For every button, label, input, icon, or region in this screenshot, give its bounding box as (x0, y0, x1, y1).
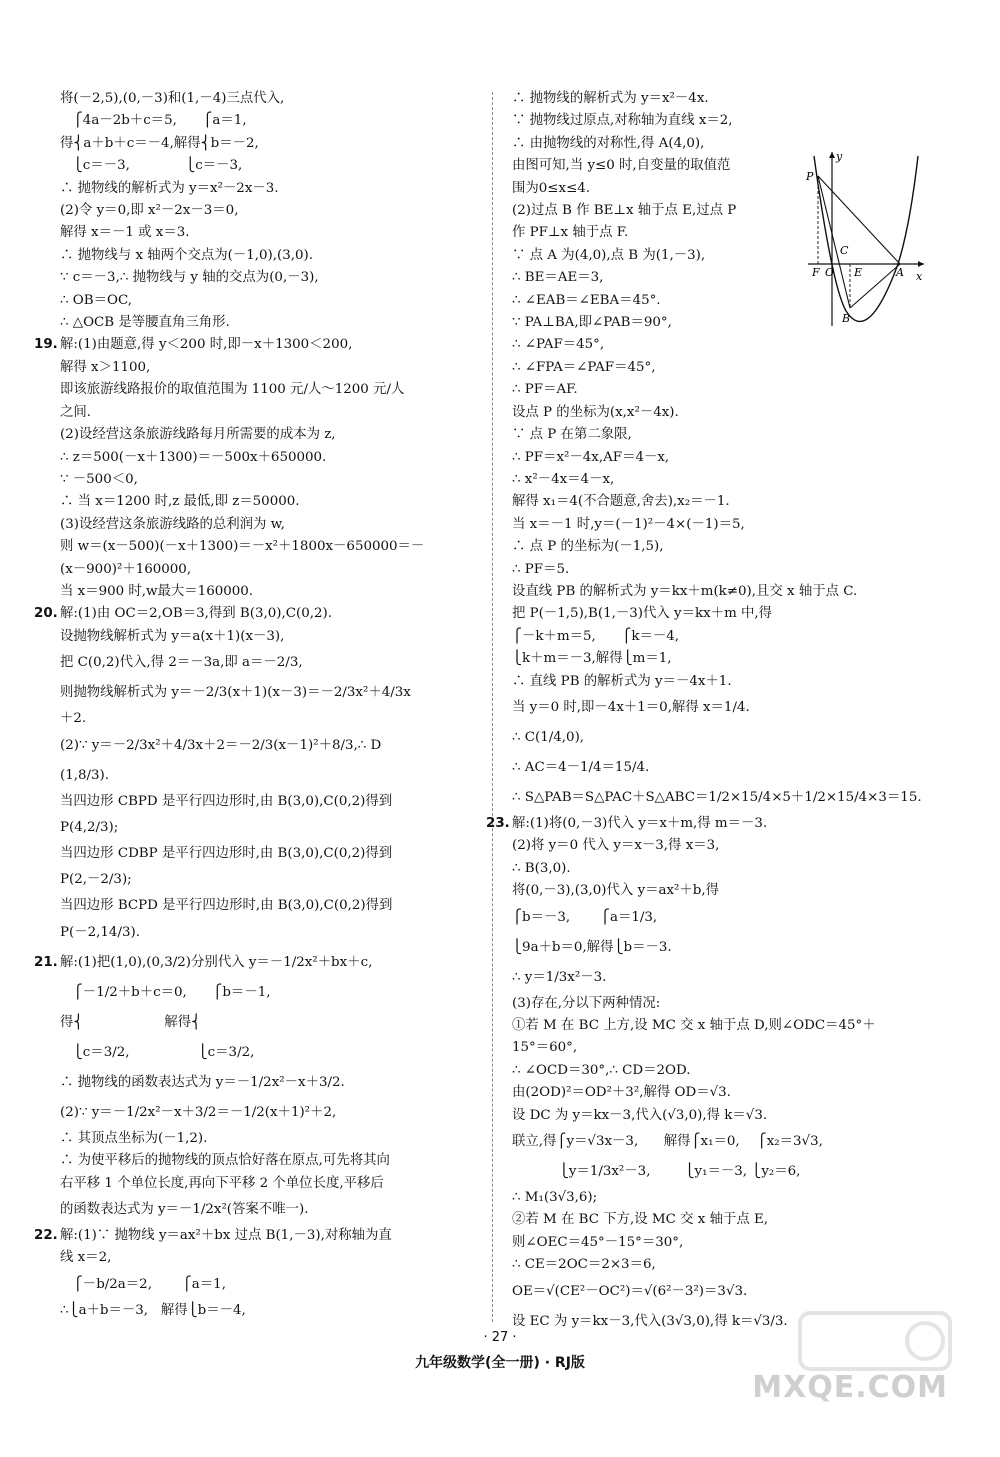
text-line (60, 222, 482, 244)
text-line (60, 1038, 482, 1068)
label-O: O (825, 266, 835, 279)
text-line (512, 1037, 932, 1059)
text-line (60, 491, 482, 513)
text-line (60, 648, 482, 678)
line-text: 解得 x＞1100, (60, 359, 151, 375)
text-line (34, 1225, 482, 1247)
text-line (60, 1270, 482, 1300)
line-text: ⎩k＋m＝－3,解得⎩m＝1, (512, 651, 672, 667)
line-text: (2)设经营这条旅游线路每月所需要的成本为 z, (60, 427, 336, 443)
line-text: ∴⎩a＋b＝－3, 解得⎩b＝－4, (60, 1302, 246, 1318)
line-text: ∵ c＝－3,∴ 抛物线与 y 轴的交点为(0,－3), (60, 270, 319, 286)
line-text: 设抛物线解析式为 y＝a(x＋1)(x－3), (60, 628, 285, 644)
line-text: ⎧－k＋m＝5, ⎧k＝－4, (512, 628, 680, 644)
line-text: ∴ x²－4x＝4－x, (512, 471, 615, 487)
text-line (60, 1300, 482, 1322)
text-line (512, 1127, 932, 1157)
line-text: (x－900)²＋160000, (60, 561, 192, 577)
y-axis-arrow (829, 152, 835, 158)
text-line (60, 1098, 482, 1128)
text-line (512, 671, 932, 693)
line-text: (2)将 y＝0 代入 y＝x－3,得 x＝3, (512, 838, 720, 854)
line-text: ⎩c＝－3, ⎩c＝－3, (60, 158, 243, 174)
line-text: ∴ 当 x＝1200 时,z 最低,即 z＝50000. (60, 494, 300, 510)
line-text: ∴ y＝1/3x²－3. (512, 969, 607, 985)
line-text: ∴ 抛物线的解析式为 y＝x²－4x. (512, 91, 709, 106)
line-text: ∴ PF＝AF. (512, 382, 578, 398)
line-text: 解:(1)将(0,－3)代入 y＝x＋m,得 m＝－3. (512, 815, 768, 831)
text-line (512, 402, 932, 424)
line-text: 作 PF⊥x 轴于点 F. (512, 225, 629, 241)
line-text: ∴ △OCB 是等腰直角三角形. (60, 315, 230, 331)
line-text: ⎧4a－2b＋c＝5, ⎧a＝1, (60, 113, 247, 129)
label-C: C (840, 244, 849, 257)
line-text: ⎩c＝3/2, ⎩c＝3/2, (60, 1044, 255, 1060)
text-line (512, 110, 932, 132)
label-E: E (854, 266, 863, 279)
parabola-figure (806, 146, 928, 330)
line-text: ∴ 直线 PB 的解析式为 y＝－4x＋1. (512, 673, 732, 689)
line-text: ⎩y＝1/3x²－3, ⎩y₁＝－3, ⎩y₂＝6, (512, 1164, 801, 1180)
label-P: P (806, 170, 814, 183)
line-text: 即该旅游线路报价的取值范围为 1100 元/人～1200 元/人 (60, 382, 405, 398)
text-line (512, 1277, 932, 1307)
line-text: ∴ ∠FPA＝∠PAF＝45°, (512, 359, 656, 375)
line-text: 解:(1)由 OC＝2,OB＝3,得到 B(3,0),C(0,2). (60, 606, 333, 622)
text-line (512, 1209, 932, 1231)
text-line (512, 469, 932, 491)
line-text: 把 P(－1,5),B(1,－3)代入 y＝kx＋m 中,得 (512, 606, 773, 622)
text-line (512, 1060, 932, 1082)
text-line (512, 1082, 932, 1104)
text-line (512, 693, 932, 723)
text-line (60, 357, 482, 379)
text-line (60, 267, 482, 289)
text-line (512, 1157, 932, 1187)
line-text: 解得 x₁＝4(不合题意,舍去),x₂＝－1. (512, 494, 730, 510)
line-PB (818, 176, 850, 308)
line-text: ∴ B(3,0). (512, 860, 571, 876)
line-text: ∴ 抛物线的函数表达式为 y＝－1/2x²－x＋3/2. (60, 1074, 345, 1090)
label-B: B (842, 312, 851, 325)
text-line (512, 626, 932, 648)
line-text: ∴ 为使平移后的抛物线的顶点恰好落在原点,可先将其向 (60, 1153, 390, 1169)
text-line (60, 155, 482, 177)
text-line (60, 1247, 482, 1269)
line-text: ∴ 点 P 的坐标为(－1,5), (512, 539, 664, 555)
text-line (34, 948, 482, 978)
text-line (486, 813, 932, 835)
line-text: (3)设经营这条旅游线路的总利润为 w, (60, 516, 285, 532)
question-number: 19. (34, 337, 58, 353)
line-text: ∴ z＝500(－x＋1300)＝－500x＋650000. (60, 449, 327, 465)
line-text: ∴ PF＝5. (512, 561, 570, 577)
line-text: ∵ 点 A 为(4,0),点 B 为(1,－3), (512, 247, 706, 263)
text-line (60, 895, 482, 917)
text-line (512, 424, 932, 446)
text-line (60, 514, 482, 536)
text-line (60, 110, 482, 132)
parabola-curve (814, 156, 918, 321)
line-text: OE＝√(CE²－OC²)＝√(6²－3²)＝3√3. (512, 1283, 748, 1299)
line-text: 由图可知,当 y≤0 时,自变量的取值范 (512, 158, 731, 174)
line-text: 解:(1)∵ 抛物线 y＝ax²＋bx 过点 B(1,－3),对称轴为直 (60, 1228, 392, 1243)
text-line (512, 783, 932, 813)
line-text: (2)∵ y＝－1/2x²－x＋3/2＝－1/2(x＋1)²＋2, (60, 1104, 337, 1120)
line-text: ∴ ∠PAF＝45°, (512, 337, 605, 353)
text-line (512, 334, 932, 356)
text-line (512, 933, 932, 963)
line-text: 将(0,－3),(3,0)代入 y＝ax²＋b,得 (512, 883, 720, 899)
question-number: 20. (34, 606, 58, 622)
line-text: 解得 x＝－1 或 x＝3. (60, 225, 190, 241)
text-line (60, 1008, 482, 1038)
line-text: 设 EC 为 y＝kx－3,代入(3√3,0),得 k＝√3/3. (512, 1313, 788, 1329)
line-text: ∴ CE＝2OC＝2×3＝6, (512, 1257, 656, 1273)
text-line (60, 1068, 482, 1098)
line-text: 解:(1)由题意,得 y＜200 时,即－x＋1300＜200, (60, 337, 353, 353)
line-text: ∴ M₁(3√3,6); (512, 1190, 598, 1206)
line-text: ①若 M 在 BC 上方,设 MC 交 x 轴于点 D,则∠ODC＝45°＋ (512, 1018, 876, 1033)
line-text: 联立,得⎧y＝√3x－3, 解得⎧x₁＝0, ⎧x₂＝3√3, (512, 1134, 823, 1150)
text-line (60, 133, 482, 155)
question-number: 21. (34, 954, 58, 970)
text-line (512, 963, 932, 993)
line-text: ∵ PA⊥BA,即∠PAB＝90°, (512, 315, 672, 331)
text-line (512, 1105, 932, 1127)
line-text: 围为0≤x≤4. (512, 180, 591, 196)
text-line (60, 843, 482, 865)
text-line (60, 559, 482, 581)
text-line (60, 865, 482, 895)
label-F: F (812, 266, 820, 279)
label-y: y (836, 150, 843, 163)
text-line (60, 469, 482, 491)
line-text: ∴ OB＝OC, (60, 292, 132, 308)
text-line (512, 447, 932, 469)
text-line (60, 626, 482, 648)
line-text: 则∠OEC＝45°－15°＝30°, (512, 1234, 684, 1250)
text-line (60, 1195, 482, 1225)
line-text: ∵ 抛物线过原点,对称轴为直线 x＝2, (512, 113, 733, 129)
line-text: 的函数表达式为 y＝－1/2x²(答案不唯一). (60, 1202, 309, 1217)
text-line (60, 88, 482, 110)
text-line (512, 1187, 932, 1209)
text-line (60, 918, 482, 948)
line-text: 把 C(0,2)代入,得 2＝－3a,即 a＝－2/3, (60, 655, 303, 671)
line-text: ⎧b＝－3, ⎧a＝1/3, (512, 909, 658, 925)
text-line (512, 723, 932, 753)
line-text: 得⎨a＋b＋c＝－4,解得⎨b＝－2, (60, 135, 259, 151)
text-line (60, 1173, 482, 1195)
question-number: 22. (34, 1228, 58, 1243)
line-text: 当四边形 BCPD 是平行四边形时,由 B(3,0),C(0,2)得到 (60, 898, 393, 914)
text-line (512, 88, 932, 110)
text-line (60, 200, 482, 222)
line-text: 得⎨ 解得⎨ (60, 1014, 202, 1030)
line-text: 15°＝60°, (512, 1040, 578, 1056)
text-line (60, 678, 482, 708)
text-line (512, 603, 932, 625)
line-text: ∵ 点 P 在第二象限, (512, 427, 632, 443)
line-text: (2)∵ y＝－2/3x²＋4/3x＋2＝－2/3(x－1)²＋8/3,∴ D (60, 737, 382, 753)
line-PA (818, 176, 900, 264)
text-line (512, 858, 932, 880)
column-divider (492, 92, 493, 1322)
label-x: x (916, 270, 923, 283)
line-text: ∴ BE＝AE＝3, (512, 270, 604, 286)
line-text: ∴ PF＝x²－4x,AF＝4－x, (512, 449, 670, 465)
line-text: (2)过点 B 作 BE⊥x 轴于点 E,过点 P (512, 203, 737, 219)
text-line (60, 813, 482, 843)
line-text: 当 x＝900 时,w最大＝160000. (60, 583, 254, 599)
text-line (60, 761, 482, 791)
line-text: 设 DC 为 y＝kx－3,代入(√3,0),得 k＝√3. (512, 1107, 768, 1123)
book-title: 九年级数学(全一册) · RJ版 (415, 1355, 585, 1371)
line-text: 当 x＝－1 时,y＝(－1)²－4×(－1)＝5, (512, 516, 745, 532)
line-text: 线 x＝2, (60, 1250, 112, 1266)
question-number: 23. (486, 815, 510, 831)
text-line (34, 334, 482, 356)
text-line (512, 1254, 932, 1276)
text-line (60, 447, 482, 469)
line-text: 设点 P 的坐标为(x,x²－4x). (512, 404, 679, 420)
text-line (60, 708, 482, 730)
line-text: 当四边形 CBPD 是平行四边形时,由 B(3,0),C(0,2)得到 (60, 793, 393, 809)
text-line (60, 379, 482, 401)
text-line (512, 648, 932, 670)
line-text: 当 y＝0 时,即－4x＋1＝0,解得 x＝1/4. (512, 699, 750, 715)
line-text: 则抛物线解析式为 y＝－2/3(x＋1)(x－3)＝－2/3x²＋4/3x (60, 685, 411, 701)
text-line (512, 559, 932, 581)
page-number: · 27 · (483, 1330, 517, 1345)
line-text: P(－2,14/3). (60, 924, 140, 940)
text-line (60, 1128, 482, 1150)
x-axis-arrow (918, 261, 924, 267)
label-A: A (896, 266, 904, 279)
text-line (60, 731, 482, 761)
text-line (60, 312, 482, 334)
watermark-text: MXQE.COM (752, 1370, 948, 1405)
text-line (60, 245, 482, 267)
line-text: ∵ －500＜0, (60, 471, 138, 487)
line-text: ∴ C(1/4,0), (512, 729, 585, 745)
line-text: 将(－2,5),(0,－3)和(1,－4)三点代入, (60, 91, 285, 106)
line-text: ∴ ∠EAB＝∠EBA＝45°. (512, 292, 661, 308)
line-text: ⎧－1/2＋b＋c＝0, ⎧b＝－1, (60, 984, 271, 1000)
line-text: ∴ S△PAB＝S△PAC＋S△ABC＝1/2×15/4×5＋1/2×15/4×3＝15. (512, 789, 922, 805)
left-column (34, 88, 482, 1322)
text-line (512, 536, 932, 558)
text-line (512, 581, 932, 603)
text-line (60, 978, 482, 1008)
text-line (512, 379, 932, 401)
text-line (512, 514, 932, 536)
text-line (512, 903, 932, 933)
text-line (60, 424, 482, 446)
text-line (60, 290, 482, 312)
text-line (512, 993, 932, 1015)
text-line (60, 536, 482, 558)
text-line (512, 491, 932, 513)
line-text: (3)存在,分以下两种情况: (512, 995, 661, 1011)
line-text: ∴ 由抛物线的对称性,得 A(4,0), (512, 135, 705, 151)
line-text: 由(2OD)²＝OD²＋3²,解得 OD＝√3. (512, 1085, 731, 1101)
line-text: ∴ 抛物线与 x 轴两个交点为(－1,0),(3,0). (60, 247, 314, 263)
text-line (512, 1232, 932, 1254)
line-text: ＋2. (60, 711, 87, 727)
text-line (512, 1015, 932, 1037)
text-line (60, 791, 482, 813)
line-text: 右平移 1 个单位长度,再向下平移 2 个单位长度,平移后 (60, 1175, 384, 1191)
line-text: 当四边形 CDBP 是平行四边形时,由 B(3,0),C(0,2)得到 (60, 845, 393, 861)
line-text: 则 w＝(x－500)(－x＋1300)＝－x²＋1800x－650000＝－ (60, 539, 425, 555)
line-text: ②若 M 在 BC 下方,设 MC 交 x 轴于点 E, (512, 1212, 769, 1228)
line-text: ∴ 其顶点坐标为(－1,2). (60, 1130, 208, 1146)
text-line (512, 753, 932, 783)
line-text: ∴ 抛物线的解析式为 y＝x²－2x－3. (60, 180, 279, 196)
line-text: ∴ ∠OCD＝30°,∴ CD＝2OD. (512, 1062, 691, 1078)
text-line (60, 178, 482, 200)
text-line (60, 1150, 482, 1172)
line-text: (2)令 y＝0,即 x²－2x－3＝0, (60, 203, 239, 219)
text-line (60, 581, 482, 603)
text-line (512, 835, 932, 857)
line-text: P(4,2/3); (60, 819, 119, 835)
line-text: ∴ AC＝4－1/4＝15/4. (512, 759, 650, 775)
text-line (512, 357, 932, 379)
line-text: ⎩9a＋b＝0,解得⎩b＝－3. (512, 939, 672, 955)
line-text: ⎧－b/2a＝2, ⎧a＝1, (60, 1276, 226, 1292)
line-text: 之间. (60, 404, 92, 420)
text-line (512, 880, 932, 902)
line-text: P(2,－2/3); (60, 872, 132, 888)
line-text: (1,8/3). (60, 767, 110, 783)
text-line (34, 603, 482, 625)
line-text: 解:(1)把(1,0),(0,3/2)分别代入 y＝－1/2x²＋bx＋c, (60, 954, 373, 970)
line-text: 设直线 PB 的解析式为 y＝kx＋m(k≠0),且交 x 轴于点 C. (512, 583, 858, 599)
text-line (60, 402, 482, 424)
